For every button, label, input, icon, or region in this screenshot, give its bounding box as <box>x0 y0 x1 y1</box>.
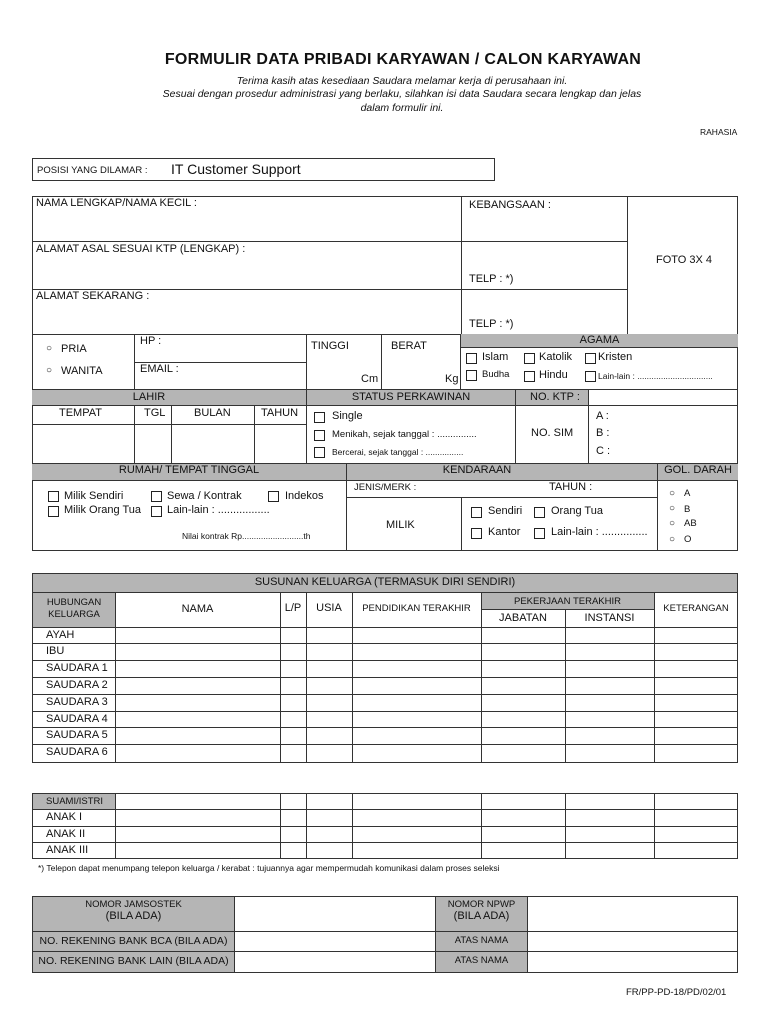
phone2-label[interactable]: TELP : *) <box>469 318 514 330</box>
ktp-label[interactable]: NO. KTP : <box>530 391 580 403</box>
row-label: SUAMI/ISTRI <box>46 796 104 807</box>
gender-male-radio[interactable]: ○ <box>46 343 53 354</box>
weight-label[interactable]: BERAT <box>391 340 427 352</box>
table-row[interactable] <box>32 793 738 810</box>
residence-parents-label: Milik Orang Tua <box>64 504 142 516</box>
residence-parents-checkbox[interactable] <box>48 506 59 517</box>
birth-year-label: TAHUN <box>261 407 299 419</box>
footnote: *) Telepon dapat menumpang telepon keluarga / kerabat : tujuannya agar mempermudah komunikasi dalam proses seleksi <box>38 863 500 873</box>
nationality-label[interactable]: KEBANGSAAN : <box>469 199 551 211</box>
npwp-sub-label: (BILA ADA) <box>453 910 510 922</box>
birth-header-label: LAHIR <box>132 391 166 403</box>
residence-other-label: Lain-lain : ................. <box>167 504 270 516</box>
marital-married-checkbox[interactable] <box>314 430 325 441</box>
table-row[interactable] <box>32 660 738 677</box>
religion-hindu-checkbox[interactable] <box>524 371 535 382</box>
residence-rent-checkbox[interactable] <box>151 491 162 502</box>
position-label: POSISI YANG DILAMAR : <box>37 165 148 176</box>
email-label[interactable]: EMAIL : <box>140 363 179 375</box>
residence-boarding-checkbox[interactable] <box>268 491 279 502</box>
table-row[interactable] <box>32 744 738 761</box>
residence-other-checkbox[interactable] <box>151 506 162 517</box>
blood-a-label: A <box>684 488 691 499</box>
confidential-label: RAHASIA <box>700 127 738 137</box>
religion-katolik-checkbox[interactable] <box>524 353 535 364</box>
intro-line-2: Sesuai dengan prosedur administrasi yang berlaku, silahkan isi data Saudara secara lengkap dan jelas <box>162 88 642 100</box>
vehicle-parents-label: Orang Tua <box>551 505 603 517</box>
sim-a-label[interactable]: A : <box>596 410 609 422</box>
blood-a-radio[interactable]: ○ <box>669 488 676 499</box>
blood-ab-radio[interactable]: ○ <box>669 518 676 529</box>
col-job-label: PEKERJAAN TERAKHIR <box>514 596 621 607</box>
rent-value-label: Nilai kontrak Rp..........................th <box>182 531 311 541</box>
col-position-label: JABATAN <box>499 612 547 624</box>
vehicle-office-label: Kantor <box>488 526 521 538</box>
position-field[interactable] <box>32 158 495 181</box>
intro-line-1: Terima kasih atas kesediaan Saudara melamar kerja di perusahaan ini. <box>236 75 568 87</box>
table-row[interactable] <box>32 826 738 843</box>
row-label: ANAK I <box>46 811 83 823</box>
col-edu-label: PENDIDIKAN TERAKHIR <box>362 603 471 614</box>
birth-month-label: BULAN <box>194 407 231 419</box>
vehicle-self-checkbox[interactable] <box>471 507 482 518</box>
vehicle-other-label: Lain-lain : ............... <box>551 526 648 538</box>
residence-own-label: Milik Sendiri <box>64 490 124 502</box>
religion-kristen-label: Kristen <box>598 351 633 363</box>
gender-female-radio[interactable]: ○ <box>46 365 53 376</box>
residence-boarding-label: Indekos <box>285 490 324 502</box>
row-label: AYAH <box>46 629 75 641</box>
phone1-label[interactable]: TELP : *) <box>469 273 514 285</box>
table-row[interactable] <box>32 677 738 694</box>
col-sex-label: L/P <box>284 602 302 614</box>
account-name-1-label: ATAS NAMA <box>454 935 509 946</box>
table-row[interactable] <box>32 627 738 644</box>
col-relation-label: HUBUNGAN KELUARGA <box>46 597 102 620</box>
jamsostek-sub-label: (BILA ADA) <box>105 910 162 922</box>
family-title-label: SUSUNAN KELUARGA (TERMASUK DIRI SENDIRI) <box>254 576 516 588</box>
religion-hindu-label: Hindu <box>539 369 568 381</box>
vehicle-year-label[interactable]: TAHUN : <box>549 481 593 493</box>
row-label: IBU <box>46 645 65 657</box>
col-company-label: INSTANSI <box>584 612 635 624</box>
residence-own-checkbox[interactable] <box>48 491 59 502</box>
account-name-2-label: ATAS NAMA <box>454 955 509 966</box>
row-label: SAUDARA 5 <box>46 729 108 741</box>
sim-b-label[interactable]: B : <box>596 427 610 439</box>
table-row[interactable] <box>32 694 738 711</box>
sim-label: NO. SIM <box>531 427 574 439</box>
religion-budha-label: Budha <box>482 369 510 380</box>
ktp-address-label[interactable]: ALAMAT ASAL SESUAI KTP (LENGKAP) : <box>36 243 246 255</box>
col-notes-label: KETERANGAN <box>663 603 729 614</box>
col-age-label: USIA <box>316 602 342 614</box>
blood-header-label: GOL. DARAH <box>664 464 732 476</box>
name-label[interactable]: NAMA LENGKAP/NAMA KECIL : <box>36 197 197 209</box>
table-row[interactable] <box>32 711 738 728</box>
table-row[interactable] <box>32 809 738 826</box>
religion-budha-checkbox[interactable] <box>466 370 477 381</box>
religion-kristen-checkbox[interactable] <box>585 353 596 364</box>
table-row[interactable] <box>32 643 738 660</box>
blood-o-radio[interactable]: ○ <box>669 534 676 545</box>
marital-single-label: Single <box>332 410 363 422</box>
height-label[interactable]: TINGGI <box>311 340 349 352</box>
gender-female-label: WANITA <box>61 365 103 377</box>
vehicle-parents-checkbox[interactable] <box>534 507 545 518</box>
vehicle-self-label: Sendiri <box>488 505 523 517</box>
religion-islam-label: Islam <box>482 351 509 363</box>
page-title: FORMULIR DATA PRIBADI KARYAWAN / CALON KARYAWAN <box>164 51 642 68</box>
blood-ab-label: AB <box>684 518 697 529</box>
weight-unit: Kg <box>445 373 459 385</box>
marital-divorced-checkbox[interactable] <box>314 447 325 458</box>
blood-b-radio[interactable]: ○ <box>669 503 676 514</box>
vehicle-header-label: KENDARAAN <box>442 464 512 476</box>
current-address-label[interactable]: ALAMAT SEKARANG : <box>36 290 150 302</box>
religion-other-label: Lain-lain : ................................ <box>598 371 713 381</box>
row-label: SAUDARA 4 <box>46 713 108 725</box>
jamsostek-label: NOMOR JAMSOSTEK <box>85 899 182 910</box>
form-code: FR/PP-PD-18/PD/02/01 <box>626 987 727 998</box>
photo-label: FOTO 3X 4 <box>656 254 713 266</box>
table-row[interactable] <box>32 842 738 859</box>
blood-b-label: B <box>684 504 691 515</box>
birth-date-label: TGL <box>144 407 166 419</box>
vehicle-owner-label: MILIK <box>386 519 415 531</box>
religion-other-checkbox[interactable] <box>585 371 596 382</box>
marital-divorced-label: Bercerai, sejak tanggal : ................ <box>332 447 464 457</box>
row-label: ANAK II <box>46 828 86 840</box>
religion-islam-checkbox[interactable] <box>466 353 477 364</box>
sim-c-label[interactable]: C : <box>596 445 611 457</box>
npwp-label: NOMOR NPWP <box>447 899 516 910</box>
birth-place-label: TEMPAT <box>59 407 102 419</box>
table-row[interactable] <box>32 727 738 744</box>
height-unit: Cm <box>361 373 379 385</box>
row-label: SAUDARA 1 <box>46 662 108 674</box>
row-label: SAUDARA 6 <box>46 746 108 758</box>
religion-header-label: AGAMA <box>579 334 620 346</box>
bca-label: NO. REKENING BANK BCA (BILA ADA) <box>39 935 228 947</box>
residence-header-label: RUMAH/ TEMPAT TINGGAL <box>118 464 260 476</box>
row-label: ANAK III <box>46 844 89 856</box>
vehicle-office-checkbox[interactable] <box>471 528 482 539</box>
vehicle-type-label[interactable]: JENIS/MERK : <box>354 482 417 493</box>
marital-single-checkbox[interactable] <box>314 412 325 423</box>
blood-o-label: O <box>684 534 692 545</box>
marital-header-label: STATUS PERKAWINAN <box>351 391 471 403</box>
marital-married-label: Menikah, sejak tanggal : ............... <box>332 429 477 440</box>
col-name-label: NAMA <box>181 603 214 615</box>
position-value: IT Customer Support <box>171 161 301 177</box>
gender-male-label: PRIA <box>61 343 87 355</box>
intro-line-3: dalam formulir ini. <box>360 102 444 114</box>
religion-katolik-label: Katolik <box>539 351 573 363</box>
hp-label[interactable]: HP : <box>140 335 162 347</box>
residence-rent-label: Sewa / Kontrak <box>167 490 242 502</box>
row-label: SAUDARA 3 <box>46 696 108 708</box>
vehicle-other-checkbox[interactable] <box>534 528 545 539</box>
other-bank-label: NO. REKENING BANK LAIN (BILA ADA) <box>38 955 229 967</box>
row-label: SAUDARA 2 <box>46 679 108 691</box>
